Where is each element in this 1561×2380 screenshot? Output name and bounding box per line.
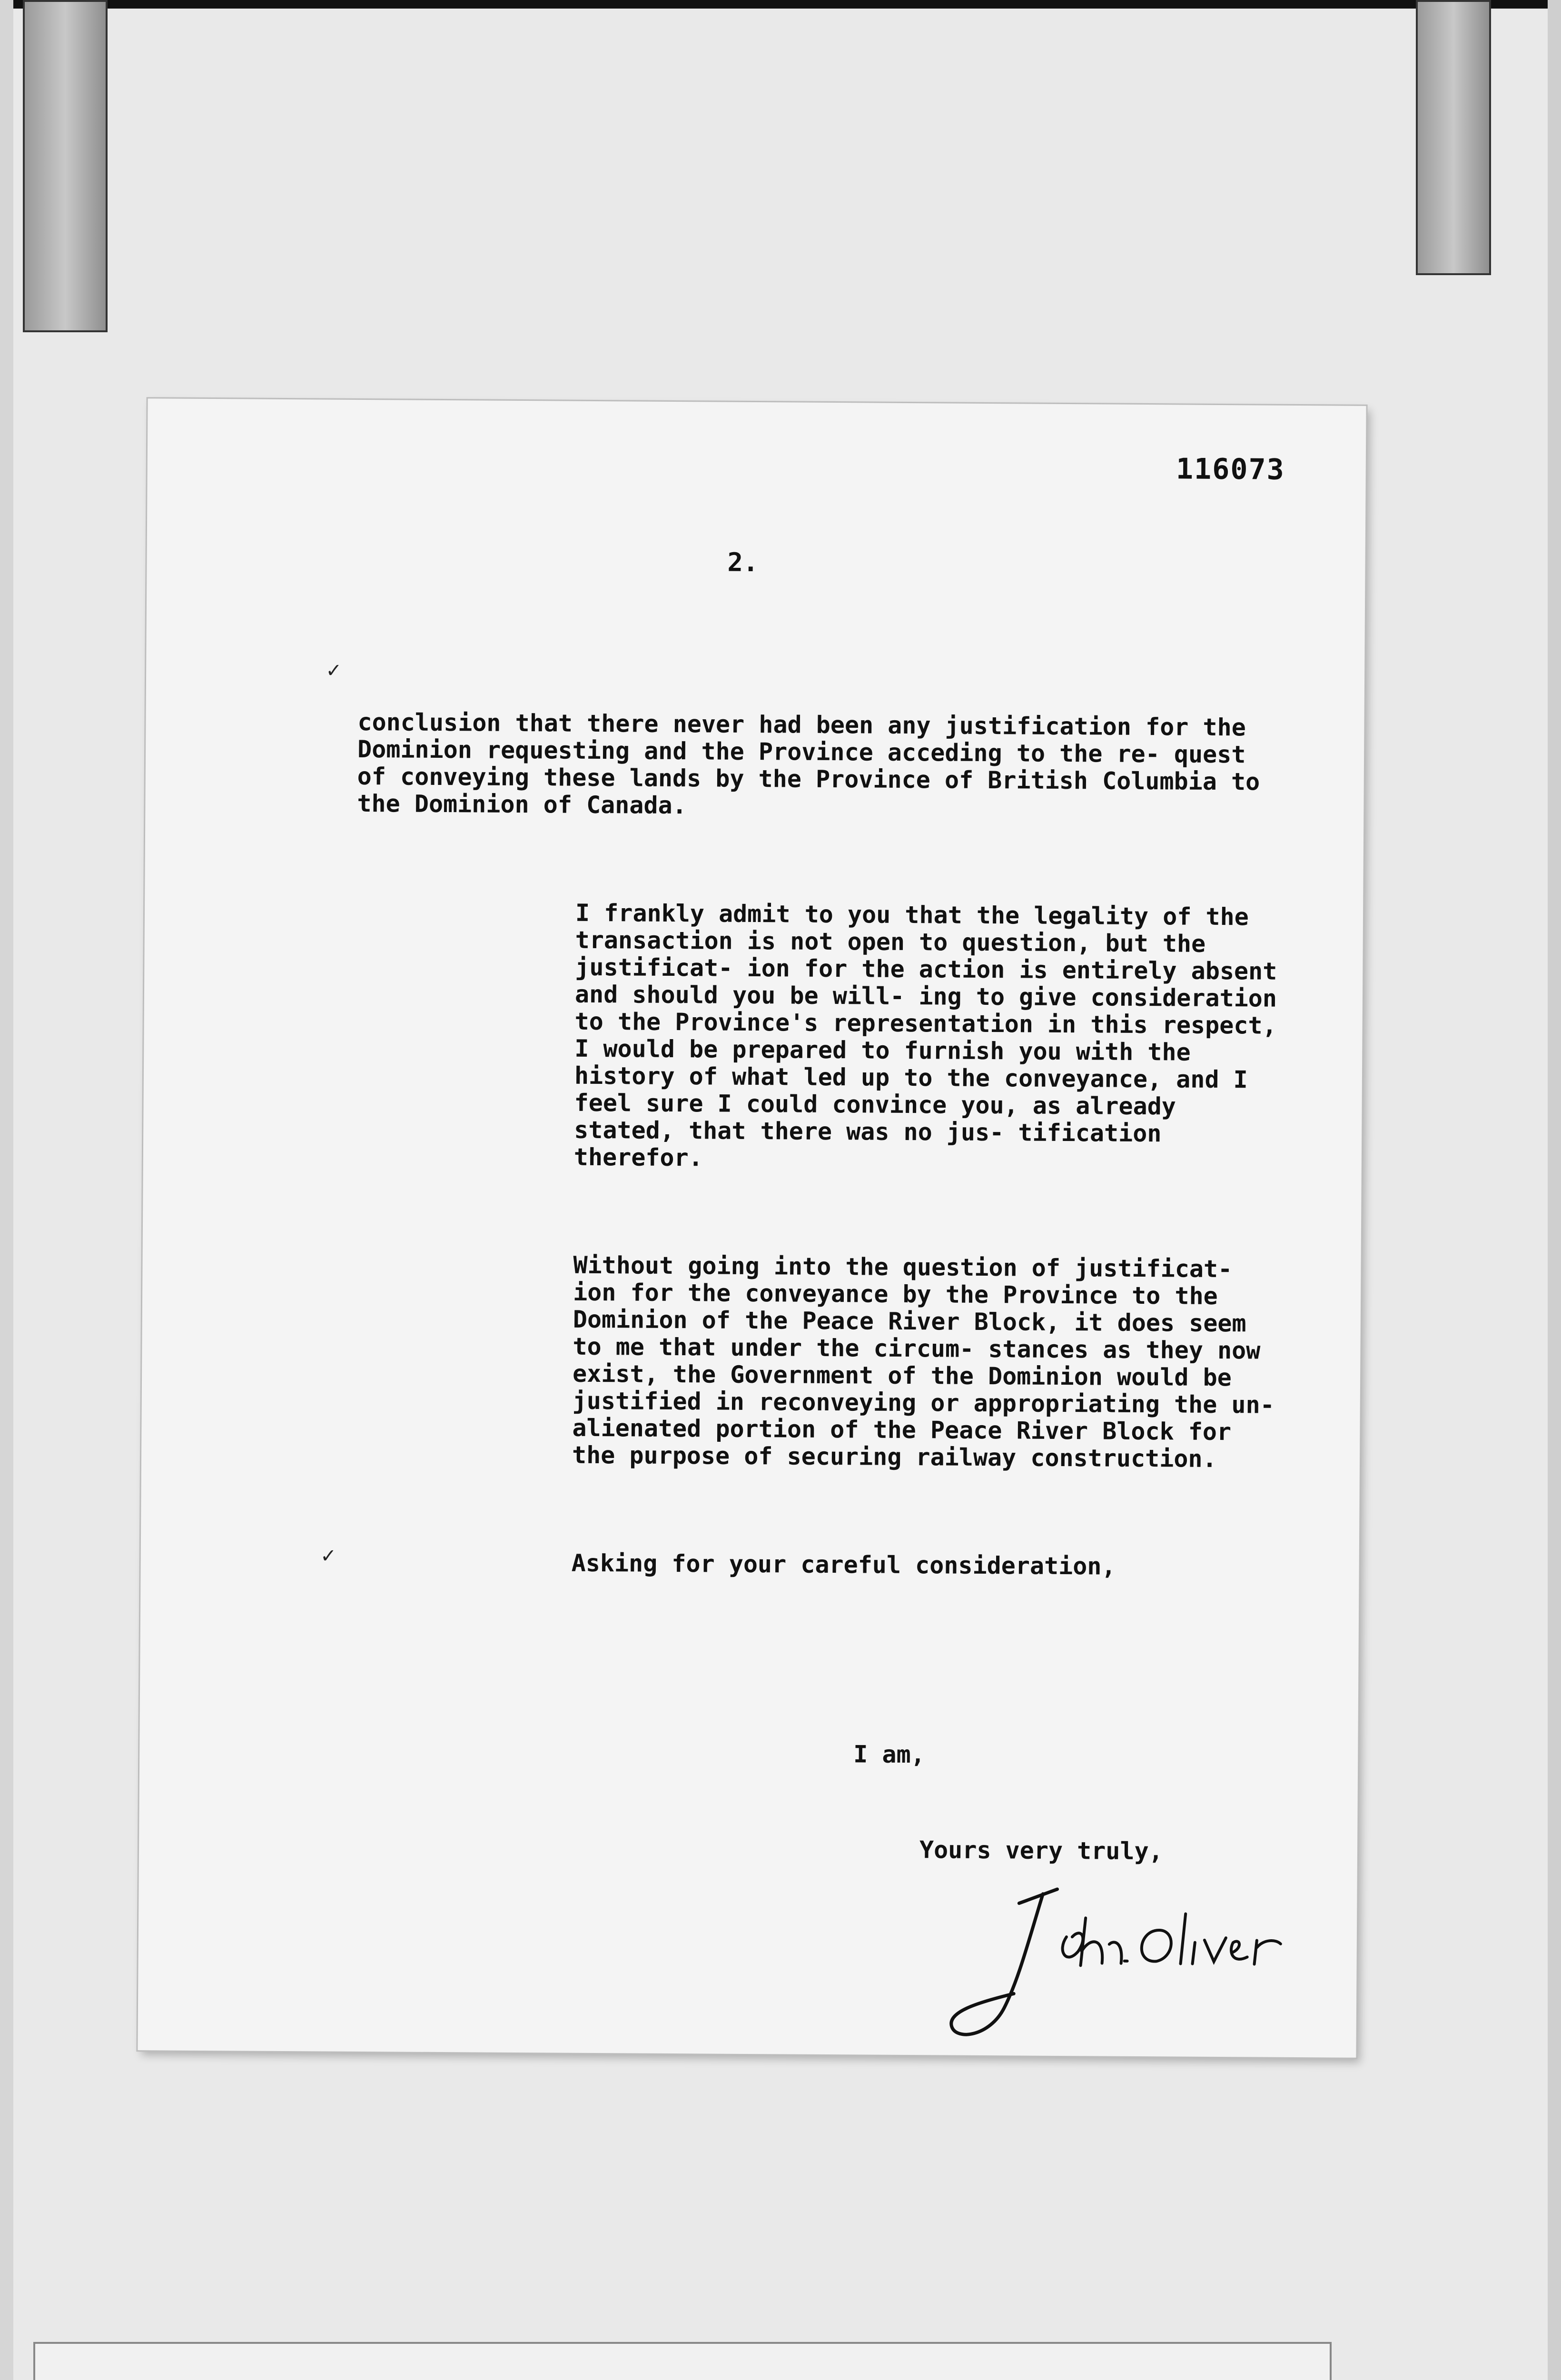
check-mark-icon: ✓ — [326, 656, 341, 683]
scan-border-right — [1548, 0, 1561, 2380]
letter-page — [138, 398, 1366, 2058]
scan-border-left — [0, 0, 13, 2380]
archives-stamp — [33, 2342, 1332, 2380]
closing-yours-truly: Yours very truly, — [919, 1836, 1163, 1865]
paragraph: I frankly admit to you that the legality of the transaction is not open to question, but the justificat- ion for the action is entirely absent and should you be will- ing to give consideration to the Province's representation in this respect, I would be prepared to furnish you with the history of what led up to the conveyance, and I feel sure I could convince you, as already stated, that there was no jus- tification therefor. — [573, 899, 1292, 1172]
scan-border-top — [0, 0, 1561, 9]
closing-i-am: I am, — [853, 1740, 925, 1769]
paragraph: Without going into the question of justificat- ion for the conveyance by the Province to the Dominion of the Peace River Block, it does seem to me that under the circum- stances as they now exist, the Government of the Dominion would be justified in reconveying or appropriating the un- alienated portion of the Peace River Block for the purpose of securing railway construction. — [572, 1251, 1289, 1473]
paragraph: conclusion that there never had been any justification for the Dominion requesting and the Province acceding to the re- quest of conveying these lands by the Province of British Columbia to the Dominion of Canada. — [357, 708, 1274, 820]
letter-body — [352, 654, 1292, 1662]
document-number: 116073 — [1176, 452, 1285, 486]
page-number: 2. — [727, 547, 759, 578]
paragraph: Asking for your careful consideration, — [571, 1549, 1116, 1580]
check-mark-icon: ✓ — [321, 1542, 335, 1568]
tape-strip-right — [1416, 0, 1491, 275]
tape-strip-left — [23, 0, 108, 332]
signature — [947, 1884, 1300, 2048]
